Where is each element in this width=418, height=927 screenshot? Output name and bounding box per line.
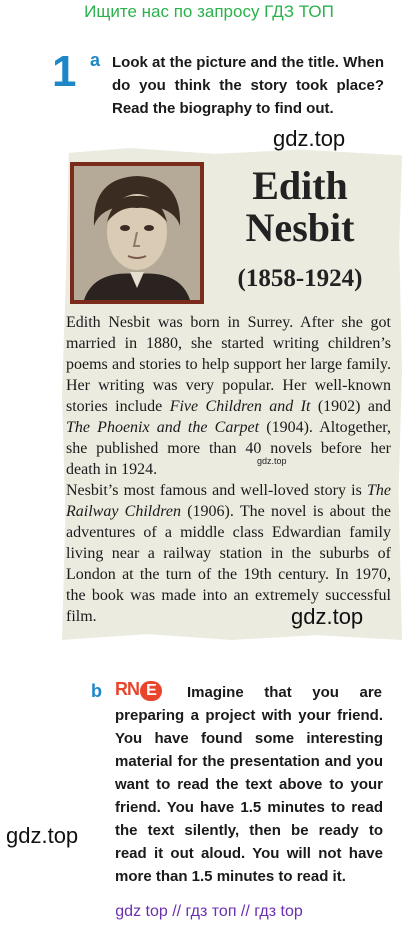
portrait-image [74, 166, 200, 300]
biography-text [66, 312, 391, 627]
rne-badge-text: RN [115, 679, 139, 699]
book-title: The Phoenix and the Carpet [66, 419, 260, 436]
part-b-instruction: preparing a project with your friend. You have found some interesting material for the presentation and you want to read the text above to your friend. You have 1.5 minutes to read the text silently, then be ready to read it out aloud. You will not have more than 1.5 minutes to read it. [115, 707, 383, 885]
bio-text: (1906). The novel is about the adventures of a middle class Edwardian family living near a railway station in the suburbs of London at the turn of the 19th century. In 1970, the book was made into an extremely successful film. [66, 503, 391, 625]
footer-links: gdz top // гдз топ // гдз top [115, 903, 303, 920]
bio-paragraph-1 [66, 312, 391, 480]
rne-badge-icon [115, 679, 162, 701]
exercise-number: 1 [52, 47, 77, 96]
title-last-name: Nesbit [245, 205, 355, 250]
bio-text: (1904). Altogether, she published more than 40 novels before her death in 1924. [66, 419, 391, 478]
part-a-letter: a [90, 50, 101, 70]
bio-text: Edith Nesbit was born in Surrey. After she got married in 1880, she started writing children’s poems and stories to help support her large family. Her writing was very popular. Her well-known stories include [66, 314, 391, 415]
part-b-instruction-first-line: Imagine that you are [187, 684, 382, 701]
watermark-small: gdz.top [257, 456, 287, 466]
bio-text: (1902) and [310, 398, 391, 415]
title-first-name: Edith [252, 163, 348, 208]
part-a-instruction: Look at the picture and the title. When do you think the story took place? Read the biography to find out. [112, 54, 384, 117]
part-b-letter: b [91, 681, 102, 701]
rne-badge-circle: E [140, 681, 162, 701]
promo-banner: Ищите нас по запросу ГДЗ ТОП [84, 2, 334, 21]
bio-text: Nesbit’s most famous and well-loved story is [66, 482, 367, 499]
author-portrait [70, 162, 204, 304]
watermark: gdz.top [291, 604, 364, 629]
watermark: gdz.top [6, 823, 79, 848]
book-title: The Railway Children [66, 482, 391, 520]
card-title [212, 165, 388, 249]
watermark: gdz.top [273, 126, 346, 151]
life-dates: (1858-1924) [237, 265, 363, 292]
book-title: Five Children and It [169, 398, 311, 415]
